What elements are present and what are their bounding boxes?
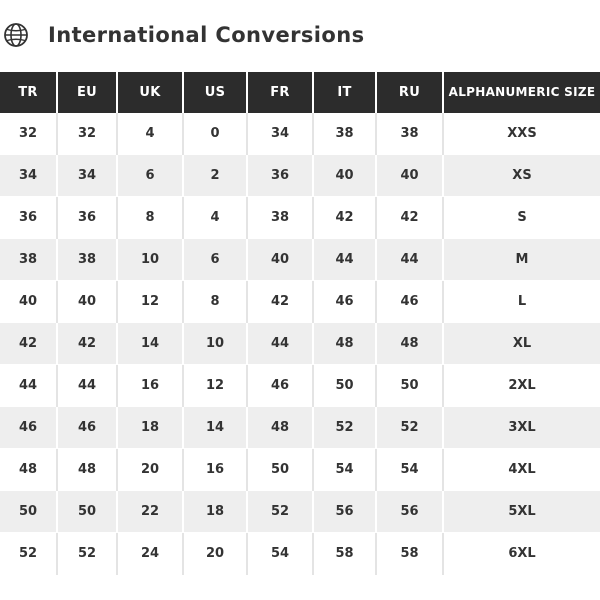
table-cell-fr: 46 (247, 365, 313, 407)
table-row (0, 113, 600, 155)
table-cell-it: 38 (313, 113, 376, 155)
table-cell-alphanumeric-size: XXS (443, 113, 600, 155)
column-header-fr: FR (247, 72, 313, 113)
table-cell-ru: 42 (376, 197, 443, 239)
table-cell-us: 10 (183, 323, 247, 365)
globe-icon (3, 22, 29, 48)
table-cell-fr: 42 (247, 281, 313, 323)
table-row (0, 449, 600, 491)
table-header-row (0, 72, 600, 113)
column-header-alphanumeric-size: ALPHANUMERIC SIZE (443, 72, 600, 113)
table-cell-uk: 22 (117, 491, 183, 533)
table-cell-ru: 52 (376, 407, 443, 449)
table-cell-us: 12 (183, 365, 247, 407)
table-cell-alphanumeric-size: 2XL (443, 365, 600, 407)
table-cell-tr: 52 (0, 533, 57, 575)
table-cell-us: 0 (183, 113, 247, 155)
table-cell-alphanumeric-size: XS (443, 155, 600, 197)
table-cell-tr: 38 (0, 239, 57, 281)
table-cell-alphanumeric-size: XL (443, 323, 600, 365)
table-cell-uk: 20 (117, 449, 183, 491)
column-header-uk: UK (117, 72, 183, 113)
table-cell-ru: 58 (376, 533, 443, 575)
table-cell-tr: 32 (0, 113, 57, 155)
table-row (0, 323, 600, 365)
table-cell-it: 52 (313, 407, 376, 449)
table-cell-us: 14 (183, 407, 247, 449)
table-cell-alphanumeric-size: M (443, 239, 600, 281)
table-cell-it: 56 (313, 491, 376, 533)
table-row (0, 533, 600, 575)
table-cell-tr: 36 (0, 197, 57, 239)
table-cell-eu: 52 (57, 533, 117, 575)
table-cell-uk: 4 (117, 113, 183, 155)
table-cell-ru: 54 (376, 449, 443, 491)
table-cell-ru: 38 (376, 113, 443, 155)
page-title: International Conversions (48, 23, 365, 47)
table-row (0, 239, 600, 281)
column-header-ru: RU (376, 72, 443, 113)
table-cell-eu: 36 (57, 197, 117, 239)
table-row (0, 365, 600, 407)
table-cell-us: 4 (183, 197, 247, 239)
table-cell-eu: 44 (57, 365, 117, 407)
table-cell-fr: 40 (247, 239, 313, 281)
table-cell-eu: 50 (57, 491, 117, 533)
title-bar (0, 0, 600, 72)
table-cell-uk: 24 (117, 533, 183, 575)
table-cell-uk: 6 (117, 155, 183, 197)
table-row (0, 155, 600, 197)
table-cell-eu: 42 (57, 323, 117, 365)
table-cell-fr: 34 (247, 113, 313, 155)
table-cell-fr: 44 (247, 323, 313, 365)
table-cell-ru: 56 (376, 491, 443, 533)
table-row (0, 407, 600, 449)
table-cell-fr: 52 (247, 491, 313, 533)
column-header-us: US (183, 72, 247, 113)
table-cell-it: 48 (313, 323, 376, 365)
table-cell-tr: 34 (0, 155, 57, 197)
table-cell-ru: 50 (376, 365, 443, 407)
table-cell-uk: 8 (117, 197, 183, 239)
table-cell-alphanumeric-size: 5XL (443, 491, 600, 533)
column-header-tr: TR (0, 72, 57, 113)
table-cell-it: 54 (313, 449, 376, 491)
table-cell-fr: 54 (247, 533, 313, 575)
table-cell-alphanumeric-size: 6XL (443, 533, 600, 575)
table-cell-it: 50 (313, 365, 376, 407)
table-cell-alphanumeric-size: 4XL (443, 449, 600, 491)
table-cell-it: 58 (313, 533, 376, 575)
table-cell-alphanumeric-size: S (443, 197, 600, 239)
table-cell-uk: 18 (117, 407, 183, 449)
table-cell-fr: 36 (247, 155, 313, 197)
table-cell-tr: 40 (0, 281, 57, 323)
table-cell-tr: 42 (0, 323, 57, 365)
table-cell-eu: 34 (57, 155, 117, 197)
table-cell-us: 6 (183, 239, 247, 281)
table-cell-ru: 44 (376, 239, 443, 281)
table-cell-alphanumeric-size: 3XL (443, 407, 600, 449)
table-cell-uk: 10 (117, 239, 183, 281)
table-cell-eu: 32 (57, 113, 117, 155)
table-cell-us: 2 (183, 155, 247, 197)
table-cell-tr: 48 (0, 449, 57, 491)
table-cell-us: 8 (183, 281, 247, 323)
table-cell-it: 44 (313, 239, 376, 281)
table-cell-tr: 46 (0, 407, 57, 449)
table-cell-tr: 44 (0, 365, 57, 407)
table-cell-it: 42 (313, 197, 376, 239)
table-cell-ru: 46 (376, 281, 443, 323)
table-cell-uk: 16 (117, 365, 183, 407)
size-conversion-table (0, 72, 600, 575)
table-body (0, 113, 600, 575)
table-cell-eu: 46 (57, 407, 117, 449)
table-cell-uk: 12 (117, 281, 183, 323)
table-cell-fr: 50 (247, 449, 313, 491)
column-header-eu: EU (57, 72, 117, 113)
table-cell-alphanumeric-size: L (443, 281, 600, 323)
table-cell-us: 16 (183, 449, 247, 491)
table-cell-eu: 40 (57, 281, 117, 323)
table-cell-ru: 48 (376, 323, 443, 365)
table-cell-uk: 14 (117, 323, 183, 365)
column-header-it: IT (313, 72, 376, 113)
table-cell-eu: 48 (57, 449, 117, 491)
table-cell-ru: 40 (376, 155, 443, 197)
table-cell-it: 46 (313, 281, 376, 323)
table-cell-it: 40 (313, 155, 376, 197)
table-row (0, 197, 600, 239)
table-cell-us: 18 (183, 491, 247, 533)
table-row (0, 281, 600, 323)
table-cell-tr: 50 (0, 491, 57, 533)
table-cell-eu: 38 (57, 239, 117, 281)
table-cell-us: 20 (183, 533, 247, 575)
table-cell-fr: 38 (247, 197, 313, 239)
table-row (0, 491, 600, 533)
table-cell-fr: 48 (247, 407, 313, 449)
